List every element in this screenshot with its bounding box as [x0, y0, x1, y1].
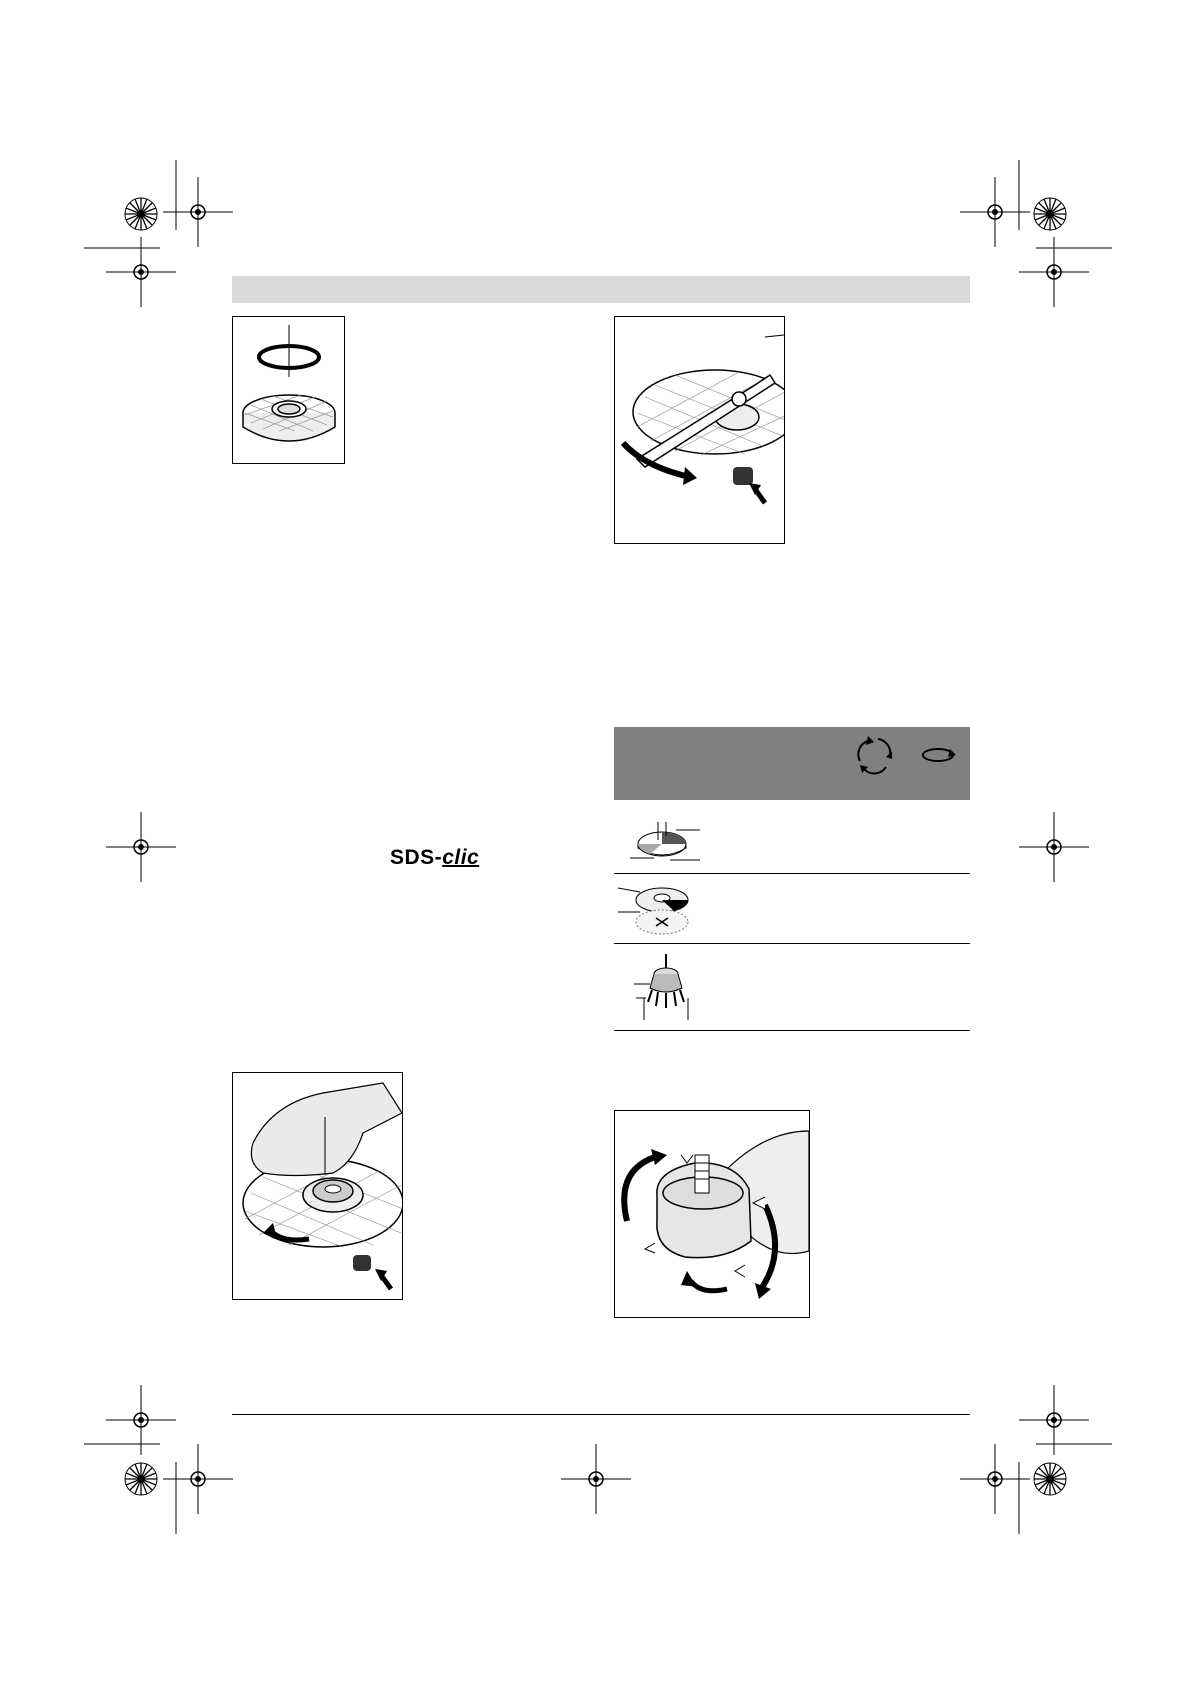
grinding-disc-icon: [630, 818, 700, 866]
sds-clic-logo-suffix: clic: [442, 846, 480, 869]
table-bottom-rule: [614, 1030, 970, 1031]
rotation-direction-icon: [920, 745, 958, 765]
cup-brush-icon: [634, 954, 694, 1022]
hand-tightening-figure: [232, 1072, 403, 1300]
footer-rule: [232, 1414, 970, 1415]
table-row-divider: [614, 943, 970, 944]
accessory-table-header: [614, 727, 970, 800]
table-row-divider: [614, 873, 970, 874]
spanner-figure: [614, 316, 785, 544]
o-ring-figure: [232, 316, 345, 464]
sds-clic-logo: [390, 846, 479, 870]
header-bar: [232, 276, 970, 303]
gear-head-rotation-figure: [614, 1110, 810, 1318]
sds-clic-logo-prefix: SDS-: [390, 846, 443, 869]
flap-disc-icon: [618, 882, 698, 940]
recycle-arrows-icon: [850, 733, 898, 777]
